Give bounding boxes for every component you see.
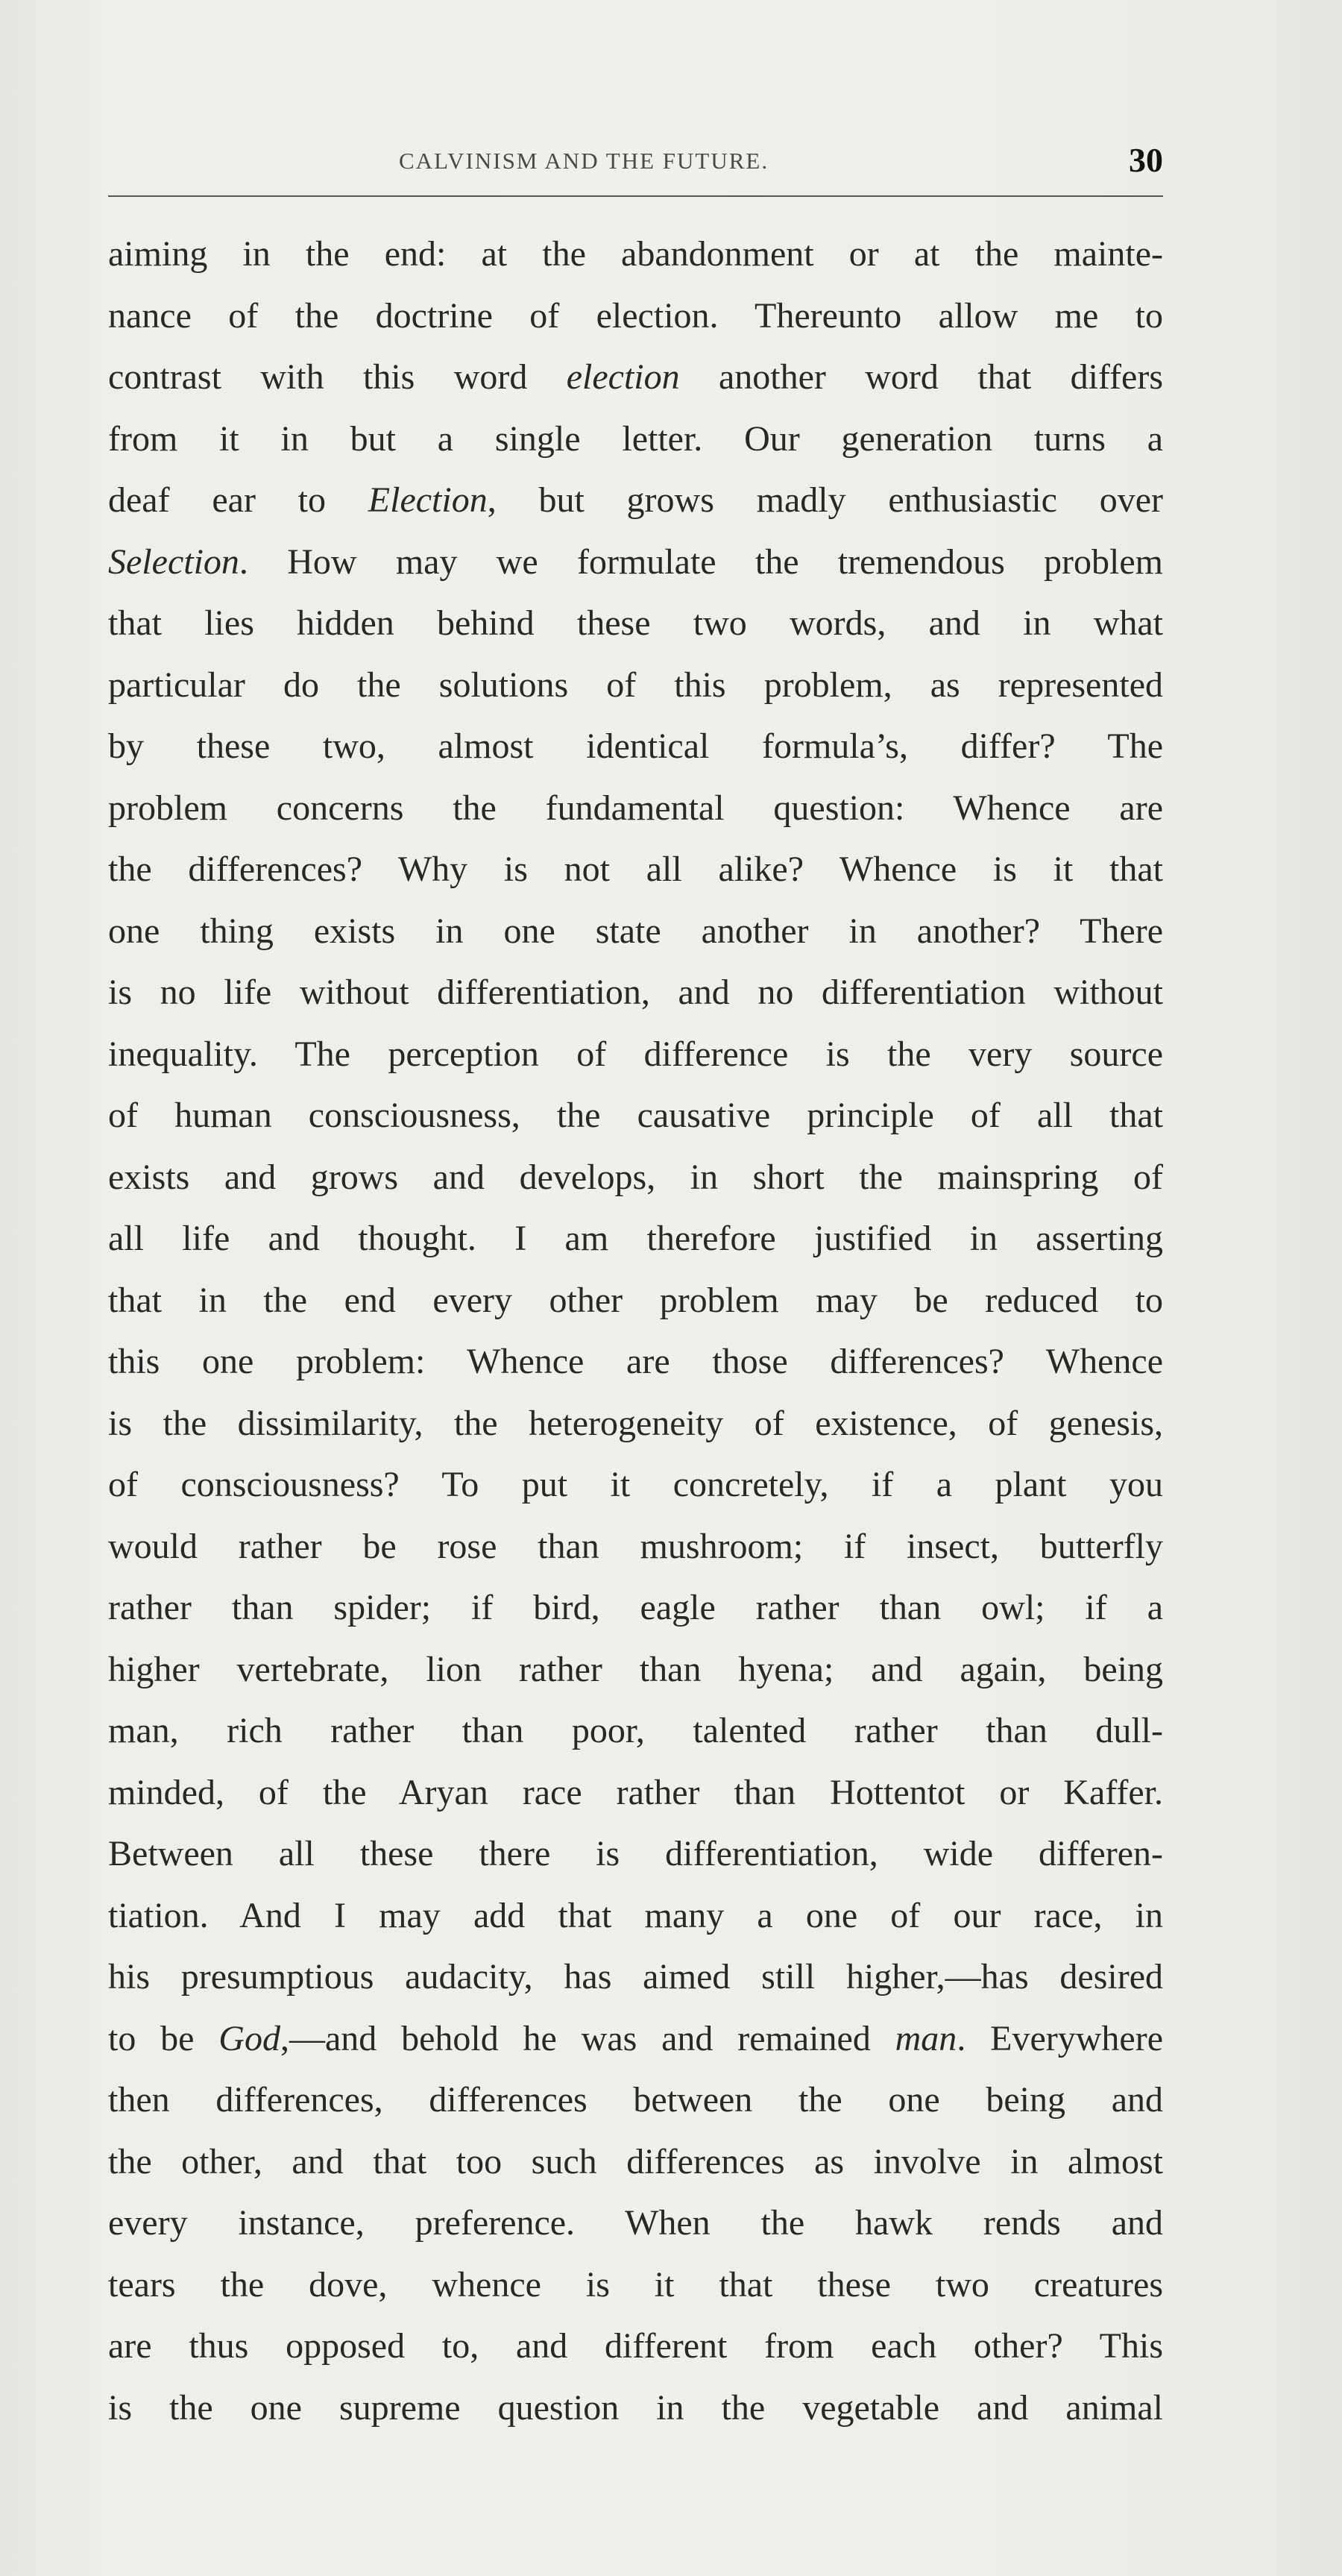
text-line-content xyxy=(108,2019,1163,2058)
text-run: . Everywhere xyxy=(957,2018,1163,2058)
text-run: by these two, almost identical formula’s, differ? The xyxy=(108,726,1163,766)
text-line xyxy=(108,593,1163,655)
text-run: is the dissimilarity, the heterogeneity of existence, of genesis, xyxy=(108,1403,1163,1443)
italic-word: election xyxy=(566,357,680,397)
text-line xyxy=(108,532,1163,594)
text-line-content xyxy=(108,1342,1163,1381)
text-line xyxy=(108,1823,1163,1885)
text-run: problem concerns the fundamental question: Whence are xyxy=(108,788,1163,828)
running-head xyxy=(108,141,1163,185)
text-line-content xyxy=(108,1034,1163,1074)
text-run: of consciousness? To put it concretely, if a plant you xyxy=(108,1465,1163,1504)
text-run: . How may we formulate the tremendous problem xyxy=(239,541,1163,582)
text-line xyxy=(108,1270,1163,1332)
text-line xyxy=(108,2316,1163,2378)
page-number: 30 xyxy=(1129,141,1163,179)
text-line-content xyxy=(108,1465,1163,1504)
text-line xyxy=(108,962,1163,1024)
text-line-content xyxy=(108,1157,1163,1197)
text-run: all life and thought. I am therefore justified in asserting xyxy=(108,1219,1163,1258)
text-run: then differences, differences between the one being and xyxy=(108,2080,1163,2120)
text-line-content xyxy=(108,1281,1163,1320)
text-run: from it in but a single letter. Our generation turns a xyxy=(108,418,1163,459)
text-run: aiming in the end: at the abandonment or at the mainte- xyxy=(108,234,1163,274)
text-line-content xyxy=(108,911,1163,951)
text-line xyxy=(108,839,1163,901)
text-line xyxy=(108,2193,1163,2255)
text-run: Between all these there is differentiation, wide differen- xyxy=(108,1834,1163,1873)
text-line xyxy=(108,2070,1163,2132)
text-run: ,—and behold he was and remained xyxy=(280,2018,895,2058)
italic-word: God xyxy=(218,2018,280,2058)
text-run: particular do the solutions of this problem, as represented xyxy=(108,665,1163,705)
text-run: inequality. The perception of difference is the very source xyxy=(108,1034,1163,1074)
text-line-content xyxy=(108,2265,1163,2305)
text-run: the other, and that too such differences as involve in almost xyxy=(108,2141,1163,2181)
text-line xyxy=(108,470,1163,532)
text-line xyxy=(108,1700,1163,1762)
text-run: tears the dove, whence is it that these two creatures xyxy=(108,2264,1163,2305)
text-line-content xyxy=(108,603,1163,643)
text-line xyxy=(108,901,1163,963)
italic-word: Election xyxy=(368,480,488,520)
text-run: this one problem: Whence are those differences? Whence xyxy=(108,1342,1163,1381)
text-line xyxy=(108,2255,1163,2316)
text-run: to be xyxy=(108,2018,219,2058)
text-run: is the one supreme question in the vegetable and animal xyxy=(108,2387,1163,2428)
text-run: , but grows madly enthusiastic over xyxy=(487,480,1163,520)
italic-word: man xyxy=(895,2018,957,2058)
text-line-content xyxy=(108,1219,1163,1258)
text-line xyxy=(108,286,1163,348)
text-line xyxy=(108,1085,1163,1147)
text-run: that in the end every other problem may be reduced to xyxy=(108,1280,1163,1320)
text-line-content xyxy=(108,665,1163,705)
text-line xyxy=(108,1516,1163,1578)
text-line xyxy=(108,1393,1163,1455)
text-line-content xyxy=(108,726,1163,766)
text-line-content xyxy=(108,1650,1163,1689)
text-run: every instance, preference. When the hawk rends and xyxy=(108,2203,1163,2243)
text-run: that lies hidden behind these two words, and in what xyxy=(108,603,1163,643)
text-line-content xyxy=(108,788,1163,828)
text-run: are thus opposed to, and different from each other? This xyxy=(108,2326,1163,2366)
text-line-content xyxy=(108,2080,1163,2120)
text-line xyxy=(108,716,1163,778)
text-line xyxy=(108,1454,1163,1516)
text-line-content xyxy=(108,1096,1163,1135)
text-run: another word that differs xyxy=(679,357,1163,397)
text-run: exists and grows and develops, in short the mainspring of xyxy=(108,1157,1163,1197)
text-run: man, rich rather than poor, talented rather than dull- xyxy=(108,1711,1163,1750)
text-line-content xyxy=(108,1834,1163,1873)
text-line-content xyxy=(108,1773,1163,1812)
text-line-content xyxy=(108,419,1163,459)
text-line-content xyxy=(108,357,1163,397)
text-line-content xyxy=(108,2326,1163,2366)
text-line xyxy=(108,1208,1163,1270)
text-line xyxy=(108,1024,1163,1086)
text-line-content xyxy=(108,542,1163,582)
text-line xyxy=(108,655,1163,717)
text-line-content xyxy=(108,1896,1163,1935)
text-run: one thing exists in one state another in another? There xyxy=(108,911,1163,951)
text-line xyxy=(108,2378,1163,2440)
text-line xyxy=(108,1577,1163,1639)
text-line xyxy=(108,1947,1163,2008)
text-line xyxy=(108,2008,1163,2070)
text-line xyxy=(108,1147,1163,1209)
text-line-content xyxy=(108,973,1163,1012)
text-line xyxy=(108,1885,1163,1947)
body-text xyxy=(108,224,1163,2439)
running-title: CALVINISM AND THE FUTURE. xyxy=(399,148,769,174)
text-line-content xyxy=(108,849,1163,889)
italic-word: Selection xyxy=(108,541,239,582)
text-line-content xyxy=(108,1527,1163,1566)
text-line xyxy=(108,778,1163,840)
text-run: rather than spider; if bird, eagle rather than owl; if a xyxy=(108,1588,1163,1627)
text-line-content xyxy=(108,234,1163,274)
text-run: minded, of the Aryan race rather than Hottentot or Kaffer. xyxy=(108,1772,1163,1812)
text-run: is no life without differentiation, and no differentiation without xyxy=(108,973,1163,1012)
text-run: would rather be rose than mushroom; if insect, butterfly xyxy=(108,1526,1163,1566)
text-run: contrast with this word xyxy=(108,357,567,397)
text-line xyxy=(108,1762,1163,1824)
text-line xyxy=(108,409,1163,471)
text-line-content xyxy=(108,1957,1163,1997)
text-line-content xyxy=(108,296,1163,336)
text-run: his presumptious audacity, has aimed still higher,—has desired xyxy=(108,1957,1163,1997)
text-line-content xyxy=(108,480,1163,520)
text-line-content xyxy=(108,1588,1163,1627)
text-line-content xyxy=(108,2203,1163,2243)
text-line-content xyxy=(108,1711,1163,1750)
text-line xyxy=(108,224,1163,286)
text-line-content xyxy=(108,1404,1163,1443)
text-run: deaf ear to xyxy=(108,480,368,520)
text-line xyxy=(108,347,1163,409)
text-run: the differences? Why is not all alike? Whence is it that xyxy=(108,849,1163,889)
text-run: of human consciousness, the causative principle of all that xyxy=(108,1096,1163,1135)
header-rule xyxy=(108,195,1163,197)
text-line-content xyxy=(108,2142,1163,2181)
text-line xyxy=(108,2132,1163,2193)
text-run: nance of the doctrine of election. Thereunto allow me to xyxy=(108,295,1163,336)
text-line xyxy=(108,1331,1163,1393)
text-run: higher vertebrate, lion rather than hyena; and again, being xyxy=(108,1649,1163,1689)
text-run: tiation. And I may add that many a one of our race, in xyxy=(108,1895,1163,1935)
text-line xyxy=(108,1639,1163,1701)
text-line-content xyxy=(108,2388,1163,2428)
